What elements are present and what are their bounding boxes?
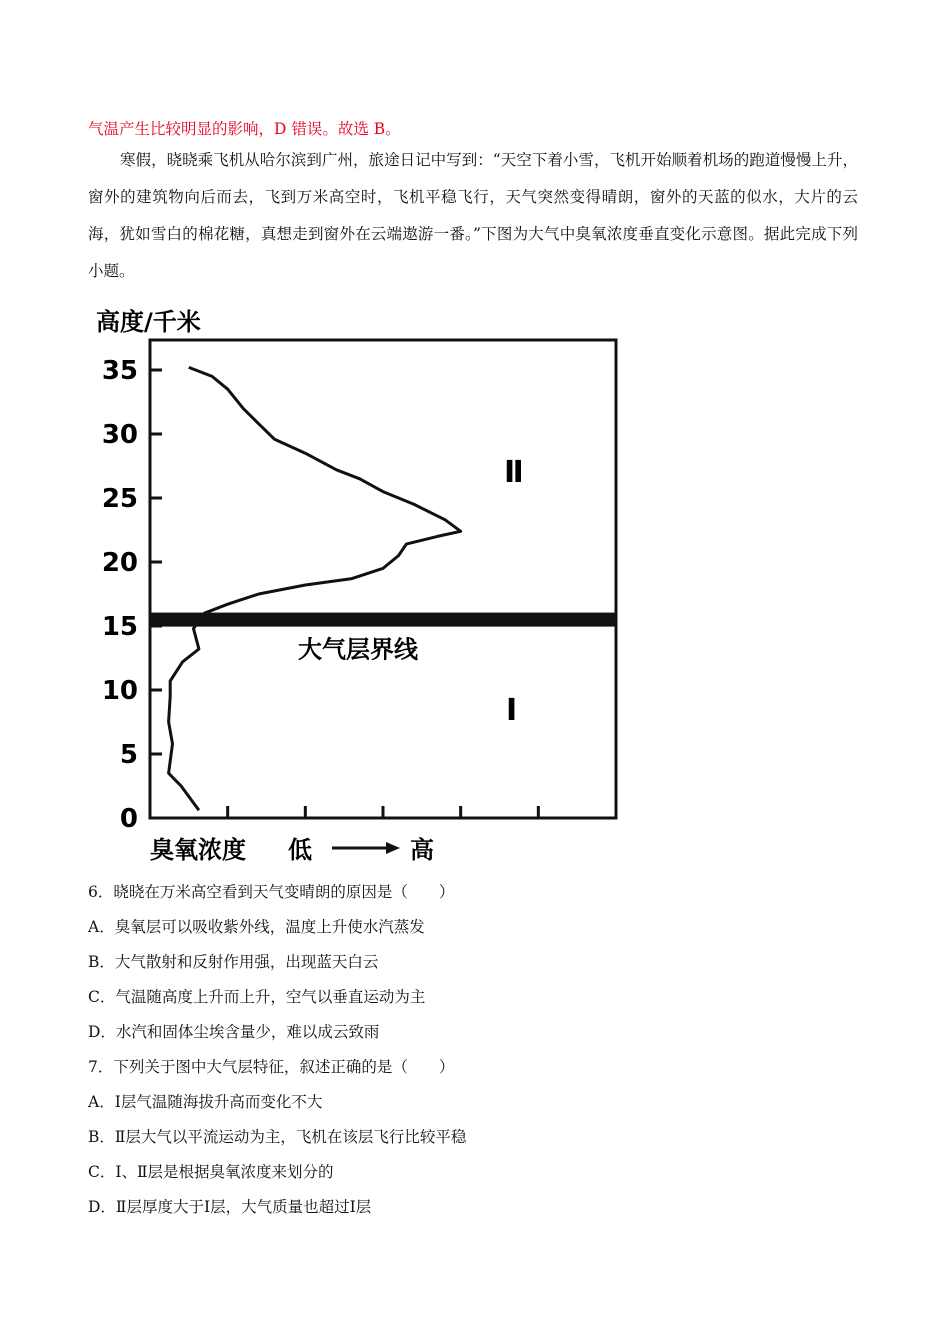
x-axis-high: 高: [410, 836, 434, 864]
y-axis-title: 高度/千米: [96, 308, 201, 336]
q6-option-c: C．气温随高度上升而上升，空气以垂直运动为主: [88, 988, 426, 1006]
x-axis-title: 臭氧浓度: [150, 836, 246, 864]
layer-label-1: Ⅰ: [506, 693, 518, 728]
y-tick-label: 5: [119, 740, 138, 770]
plot-frame: [150, 340, 616, 818]
y-tick-label: 20: [101, 548, 138, 578]
y-tick-label: 35: [101, 356, 138, 386]
ozone-curve: [169, 367, 461, 810]
q6-stem: 6．晓晓在万米高空看到天气变晴朗的原因是（ ）: [88, 883, 455, 901]
passage: 寒假，晓晓乘飞机从哈尔滨到广州，旅途日记中写到：“天空下着小雪，飞机开始顺着机场的跑道慢慢上升，窗外的建筑物向后而去，飞到万米高空时，飞机平稳飞行，天气突然变得晴朗，窗外的天蓝的似水，大片的云海，犹如雪白的棉花糖，真想走到窗外在云端遨游一番。”下图为大气中臭氧浓度垂直变化示意图。据此完成下列小题。: [88, 151, 858, 280]
q7-option-d: D．Ⅱ层厚度大于Ⅰ层，大气质量也超过Ⅰ层: [88, 1198, 372, 1216]
ozone-chart: [88, 300, 648, 870]
q7-option-a: A．Ⅰ层气温随海拔升高而变化不大: [88, 1093, 323, 1111]
q6-option-a: A．臭氧层可以吸收紫外线，温度上升使水汽蒸发: [88, 918, 425, 936]
layer-label-2: Ⅱ: [504, 455, 524, 490]
boundary-band: [150, 613, 616, 627]
answer-tail: 气温产生比较明显的影响，D 错误。故选 B。: [88, 120, 401, 138]
boundary-label: 大气层界线: [298, 635, 418, 664]
x-axis-low: 低: [288, 836, 312, 864]
q7-stem: 7．下列关于图中大气层特征，叙述正确的是（ ）: [88, 1058, 455, 1076]
q6-option-b: B．大气散射和反射作用强，出现蓝天白云: [88, 953, 379, 971]
x-ticks: [228, 806, 539, 818]
q6-option-d: D．水汽和固体尘埃含量少，难以成云致雨: [88, 1023, 380, 1041]
y-tick-label: 15: [101, 612, 138, 642]
y-tick-label: 25: [101, 484, 138, 514]
y-tick-label: 30: [101, 420, 138, 450]
y-ticks: [102, 356, 162, 834]
x-axis-arrow-head: [386, 842, 400, 854]
q7-option-b: B．Ⅱ层大气以平流运动为主，飞机在该层飞行比较平稳: [88, 1128, 467, 1146]
q7-option-c: C．Ⅰ、Ⅱ层是根据臭氧浓度来划分的: [88, 1163, 334, 1181]
y-tick-label: 0: [119, 804, 138, 834]
y-tick-label: 10: [101, 676, 138, 706]
